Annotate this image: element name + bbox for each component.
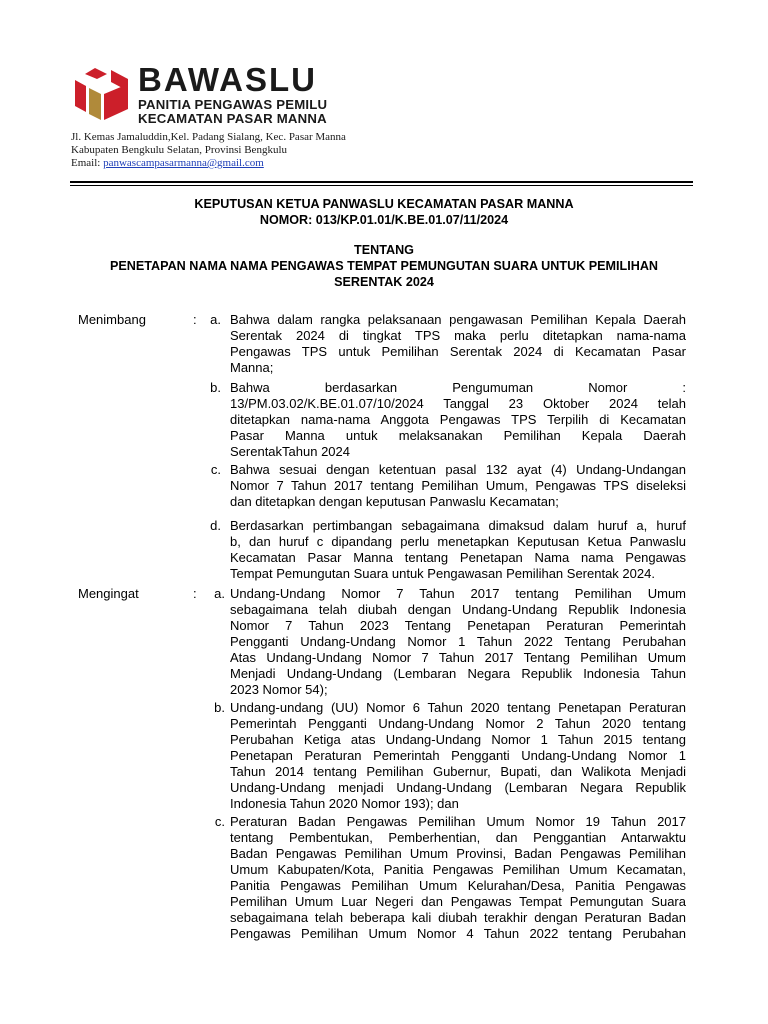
text-line: Bahwa dalam rangka pelaksanaan pengawasan Pemilihan Kepala Daerah <box>230 312 686 327</box>
mengingat-b-letter: b. <box>214 700 225 715</box>
text-line: Peraturan Badan Pengawas Pemilihan Umum Nomor 19 Tahun 2017 <box>230 814 686 829</box>
text-line: tentang Pembentukan, Pemberhentian, dan Penggantian Antarwaktu <box>230 830 686 845</box>
email-line <box>71 157 264 170</box>
text-line: ditetapkan nama-nama Anggota Pengawas TPS Terpilih di Kecamatan <box>230 412 686 427</box>
mengingat-c-letter: c. <box>214 814 225 829</box>
text-line: Pengganti Undang-Undang Nomor 1 Tahun 2022 Tentang Perubahan <box>230 634 686 649</box>
menimbang-item-a <box>230 312 686 376</box>
address-line-1: Jl. Kemas Jamaluddin,Kel. Padang Sialang, Kec. Pasar Manna <box>71 131 346 143</box>
text-line: Serentak 2024 di tingkat TPS maka perlu ditetapkan nama-nama <box>230 328 686 343</box>
text-line: Pemerintah Pengganti Undang-Undang Nomor 2 Tahun 2020 tentang <box>230 716 686 731</box>
logo-red-left-shape <box>75 80 86 112</box>
menimbang-a-letter: a. <box>210 312 221 327</box>
text-line: Bahwa berdasarkan Pengumuman Nomor : <box>230 380 686 395</box>
text-line: Perubahan Ketiga atas Undang-Undang Nomor 1 Tahun 2015 tentang <box>230 732 686 747</box>
text-line: Umum Kabupaten/Kota, Panitia Pengawas Pemilihan Umum Kecamatan, <box>230 862 686 877</box>
text-line: Pengawas Pemilihan Umum Nomor 4 Tahun 2022 tentang Perubahan <box>230 926 686 941</box>
text-line: Manna; <box>230 360 274 375</box>
text-line: Pemilihan Umum Luar Negeri dan Pengawas Tempat Pemungutan Suara <box>230 894 686 909</box>
brand-subtitle-2: KECAMATAN PASAR MANNA <box>138 111 327 126</box>
text-line: Bahwa sesuai dengan ketentuan pasal 132 ayat (4) Undang-Undangan <box>230 462 686 477</box>
mengingat-a-letter: a. <box>214 586 225 601</box>
text-line: Nomor 7 Tahun 2023 Tentang Penetapan Peraturan Pemerintah <box>230 618 686 633</box>
address-line-2: Kabupaten Bengkulu Selatan, Provinsi Bengkulu <box>71 144 287 156</box>
mengingat-label: Mengingat <box>78 586 139 601</box>
decree-number: NOMOR: 013/KP.01.01/K.BE.01.07/11/2024 <box>259 213 509 227</box>
text-line: sebagaimana telah diubah dengan Undang-Undang Republik Indonesia <box>230 602 686 617</box>
header-divider-thin <box>70 185 693 186</box>
text-line: Menjadi Undang-Undang (Lembaran Negara Republik Indonesia Tahun <box>230 666 686 681</box>
text-line: Undang-Undang menjadi Undang-Undang (Lembaran Negara Republik <box>230 780 686 795</box>
text-line: Tempat Pemungutan Suara untuk Pengawasan Pemilihan Serentak 2024. <box>230 566 655 581</box>
text-line: Tahun 2014 tentang Pemilihan Gubernur, Bupati, dan Walikota Menjadi <box>230 764 686 779</box>
text-line: Badan Pengawas Pemilihan Umum Provinsi, Badan Pengawas Pemilihan <box>230 846 686 861</box>
text-line: Penetapan Peraturan Pemerintah Pengganti Undang-Undang Nomor 1 <box>230 748 686 763</box>
text-line: Undang-Undang Nomor 7 Tahun 2017 tentang Pemilihan Umum <box>230 586 686 601</box>
text-line: 13/PM.03.02/K.BE.01.07/10/2024 Tanggal 23 Oktober 2024 telah <box>230 396 686 411</box>
subject-line-1: PENETAPAN NAMA NAMA PENGAWAS TEMPAT PEMUNGUTAN SUARA UNTUK PEMILIHAN <box>109 259 659 273</box>
text-line: 2023 Nomor 54); <box>230 682 328 697</box>
email-label: Email: <box>71 157 101 169</box>
decree-title: KEPUTUSAN KETUA PANWASLU KECAMATAN PASAR MANNA <box>194 197 574 211</box>
logo-red-top-shape <box>85 68 107 79</box>
email-link[interactable]: panwascampasarmanna@gmail.com <box>103 157 264 169</box>
brand-name: BAWASLU <box>138 61 317 98</box>
text-line: sebagaimana telah beberapa kali diubah terakhir dengan Peraturan Badan <box>230 910 686 925</box>
text-line: dan ditetapkan dengan keputusan Panwaslu Kecamatan; <box>230 494 559 509</box>
text-line: Pasar Manna untuk melaksanakan Pemilihan Kepala Daerah <box>230 428 686 443</box>
text-line: b, dan huruf c dipandang perlu menetapkan Keputusan Ketua Panwaslu <box>230 534 686 549</box>
tentang-heading: TENTANG <box>354 243 414 257</box>
menimbang-c-letter: c. <box>210 462 221 477</box>
logo-red-front-shape <box>104 84 128 120</box>
header-divider-thick <box>70 181 693 183</box>
mengingat-item-b <box>230 700 686 812</box>
brand-subtitle-1: PANITIA PENGAWAS PEMILU <box>138 97 328 112</box>
mengingat-colon: : <box>193 586 197 601</box>
mengingat-item-c <box>230 814 686 942</box>
text-line: Pengawas TPS untuk Pemilihan Serentak 2024 di Kecamatan Pasar <box>230 344 686 359</box>
menimbang-item-d <box>230 518 686 582</box>
mengingat-item-a <box>230 586 686 698</box>
menimbang-colon: : <box>193 312 197 327</box>
text-line: Nomor 7 Tahun 2017 tentang Pemilihan Umum, Pengawas TPS diseleksi <box>230 478 686 493</box>
bawaslu-logo-icon <box>73 66 131 122</box>
text-line: Atas Undang-Undang Nomor 7 Tahun 2017 Tentang Pemilihan Umum <box>230 650 686 665</box>
menimbang-item-b <box>230 380 686 460</box>
text-line: Undang-undang (UU) Nomor 6 Tahun 2020 tentang Penetapan Peraturan <box>230 700 686 715</box>
menimbang-b-letter: b. <box>210 380 221 395</box>
subject-line-2: SERENTAK 2024 <box>334 275 434 289</box>
logo-gold-center-shape <box>89 88 101 120</box>
menimbang-item-c <box>230 462 686 510</box>
menimbang-d-letter: d. <box>210 518 221 533</box>
text-line: Berdasarkan pertimbangan sebagaimana dimaksud dalam huruf a, huruf <box>230 518 686 533</box>
menimbang-label: Menimbang <box>78 312 146 327</box>
text-line: Panitia Pengawas Pemilihan Umum Kelurahan/Desa, Panitia Pengawas <box>230 878 686 893</box>
text-line: Kecamatan Pasar Manna tentang Penetapan Nama nama Pengawas <box>230 550 686 565</box>
text-line: SerentakTahun 2024 <box>230 444 350 459</box>
text-line: Indonesia Tahun 2020 Nomor 193); dan <box>230 796 459 811</box>
